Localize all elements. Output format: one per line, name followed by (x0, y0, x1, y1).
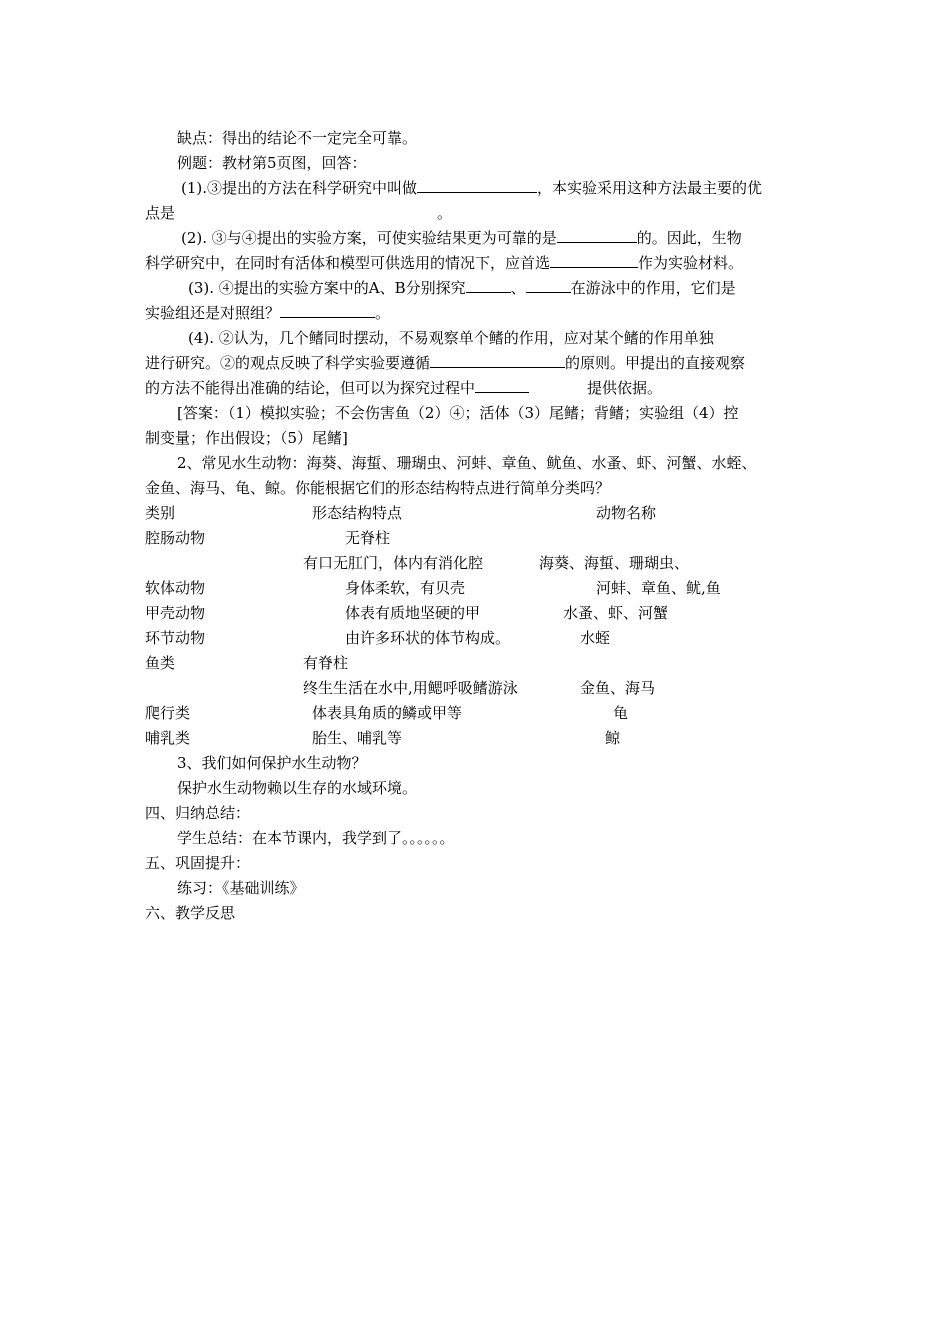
text-segment: 的原则。甲提出的直接观察 (565, 354, 746, 372)
table-cell-animals: 金鱼、海马 (580, 679, 656, 697)
table-header-animals: 动物名称 (596, 504, 657, 522)
section-heading: 四、归纳总结： (145, 804, 251, 822)
table-cell-category: 环节动物 (145, 629, 206, 647)
section-heading: 六、教学反思 (145, 904, 236, 922)
text-segment: (2). ③与④提出的实验方案，可使实验结果更为可靠的是 (181, 229, 557, 247)
text-line: 2、常见水生动物：海葵、海蜇、珊瑚虫、河蚌、章鱼、鱿鱼、水蚤、虾、河蟹、水蛭、 (177, 454, 757, 472)
text-segment: 的。因此，生物 (636, 229, 742, 247)
table-cell-feature: 胎生、哺乳等 (312, 729, 403, 747)
text-segment: 的方法不能得出准确的结论，但可以为探究过程中 (145, 379, 476, 397)
text-segment: 进行研究。②的观点反映了科学实验要遵循 (145, 354, 431, 372)
table-header-feature: 形态结构特点 (312, 504, 403, 522)
text-segment: ，本实验采用这种方法最主要的优 (537, 179, 763, 197)
fill-blank (466, 278, 511, 293)
group-label-vertebrate: 有脊柱 (303, 654, 349, 672)
answer-line: 制变量；作出假设；（5）尾鳍] (145, 429, 348, 447)
table-cell-animals: 鲸 (605, 729, 621, 747)
text-segment: 。 (375, 304, 391, 322)
fill-blank (280, 303, 375, 318)
text-segment: 、 (510, 279, 526, 297)
table-cell-animals: 水蛭 (580, 629, 611, 647)
table-cell-feature: 由许多环状的体节构成。 (345, 629, 511, 647)
table-cell-animals: 水蚤、虾、河蟹 (563, 604, 669, 622)
text-segment: (3). ④提出的实验方案中的A、B分别探究 (188, 279, 466, 297)
text-segment: 提供依据。 (587, 379, 663, 397)
text-line: 学生总结：在本节课内，我学到了。。。。。。 (177, 829, 455, 847)
fill-blank (475, 378, 529, 393)
table-header-category: 类别 (145, 504, 176, 522)
text-line (145, 253, 743, 273)
fill-blank (550, 253, 638, 268)
text-line: 例题：教材第5页图，回答： (177, 154, 367, 172)
table-cell-category: 甲壳动物 (145, 604, 206, 622)
text-line: 保护水生动物赖以生存的水域环境。 (177, 779, 418, 797)
text-segment: 作为实验材料。 (638, 254, 744, 272)
text-segment: 实验组还是对照组？ (145, 304, 281, 322)
answer-line: [答案：（1）模拟实验；不会伤害鱼（2）④；活体（3）尾鳍；背鳍；实验组（4）控 (177, 404, 739, 422)
text-segment: 。 (437, 204, 453, 222)
table-cell-category: 爬行类 (145, 704, 191, 722)
table-cell-animals: 河蚌、章鱼、鱿,鱼 (596, 579, 721, 597)
text-line (145, 303, 390, 323)
text-segment: 在游泳中的作用，它们是 (570, 279, 736, 297)
text-segment: 点是 (145, 204, 176, 222)
text-line: 练习：《基础训练》 (177, 879, 305, 897)
fill-blank (417, 178, 537, 193)
text-line (145, 353, 745, 373)
text-line (145, 378, 662, 398)
table-cell-category: 鱼类 (145, 654, 176, 672)
text-line: (4). ②认为，几个鳍同时摆动，不易观察单个鳍的作用，应对某个鳍的作用单独 (188, 329, 714, 347)
fill-blank (526, 278, 571, 293)
table-cell-feature: 体表有质地坚硬的甲 (345, 604, 481, 622)
text-line (181, 178, 762, 198)
table-cell-feature: 身体柔软，有贝壳 (345, 579, 466, 597)
table-cell-category: 腔肠动物 (145, 529, 206, 547)
text-line (188, 278, 736, 298)
table-cell-feature: 体表具角质的鳞或甲等 (312, 704, 463, 722)
table-cell-feature: 有口无肛门，体内有消化腔 (303, 554, 484, 572)
group-label-invertebrate: 无脊柱 (345, 529, 391, 547)
table-cell-animals: 龟 (613, 704, 629, 722)
text-segment: (1).③提出的方法在科学研究中叫做 (181, 179, 418, 197)
text-line: 3、我们如何保护水生动物？ (177, 754, 367, 772)
table-cell-feature: 终生生活在水中,用鳃呼吸鳍游泳 (303, 679, 518, 697)
section-heading: 五、巩固提升： (145, 854, 251, 872)
table-cell-category: 软体动物 (145, 579, 206, 597)
text-line (181, 228, 742, 248)
text-line: 金鱼、海马、龟、鲸。你能根据它们的形态结构特点进行简单分类吗？ (145, 479, 611, 497)
text-line (145, 203, 452, 223)
text-line: 缺点：得出的结论不一定完全可靠。 (177, 129, 418, 147)
fill-blank (557, 228, 637, 243)
table-cell-animals: 海葵、海蜇、珊瑚虫、 (539, 554, 690, 572)
fill-blank (430, 353, 565, 368)
text-segment: 科学研究中，在同时有活体和模型可供选用的情况下，应首选 (145, 254, 551, 272)
table-cell-category: 哺乳类 (145, 729, 191, 747)
